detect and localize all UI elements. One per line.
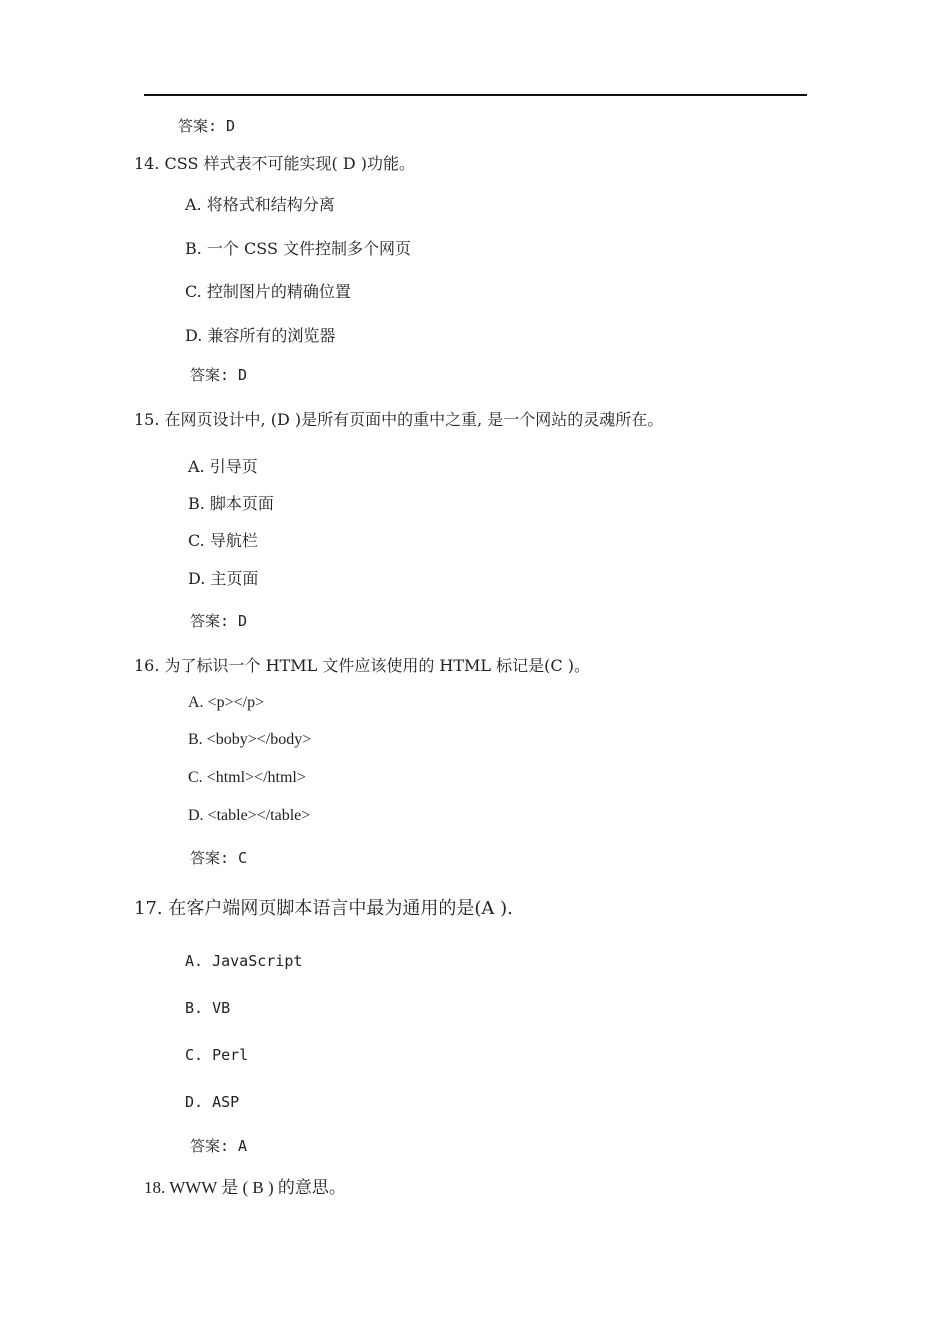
q16-option-a: A. <p></p>: [188, 694, 265, 711]
q14-option-d: D. 兼容所有的浏览器: [185, 326, 336, 345]
q14-option-b: B. 一个 CSS 文件控制多个网页: [185, 239, 411, 258]
q16-question: 16. 为了标识一个 HTML 文件应该使用的 HTML 标记是(C )。: [134, 656, 590, 675]
q16-option-b: B. <boby></body>: [188, 731, 312, 748]
q17-question: 17. 在客户端网页脚本语言中最为通用的是(A ).: [134, 898, 513, 919]
q13-answer: 答案: D: [178, 117, 236, 135]
q15-question: 15. 在网页设计中, (D )是所有页面中的重中之重, 是一个网站的灵魂所在。: [134, 410, 664, 429]
q15-answer: 答案: D: [190, 612, 248, 630]
q14-option-c: C. 控制图片的精确位置: [185, 282, 351, 301]
q16-answer: 答案: C: [190, 849, 248, 867]
q14-answer: 答案: D: [190, 366, 248, 384]
q15-option-b: B. 脚本页面: [188, 494, 274, 513]
q15-option-d: D. 主页面: [188, 569, 259, 588]
q17-option-a: A. JavaScript: [185, 952, 303, 970]
q17-answer: 答案: A: [190, 1137, 248, 1155]
q18-question: 18. WWW 是 ( B ) 的意思。: [144, 1178, 346, 1197]
q17-option-b: B. VB: [185, 999, 231, 1017]
q14-option-a: A. 将格式和结构分离: [185, 195, 335, 214]
q15-option-a: A. 引导页: [188, 457, 258, 476]
header-rule: [144, 94, 807, 96]
q17-option-c: C. Perl: [185, 1046, 249, 1064]
q16-option-c: C. <html></html>: [188, 769, 306, 786]
q14-question: 14. CSS 样式表不可能实现( D )功能。: [134, 154, 415, 173]
q17-option-d: D. ASP: [185, 1093, 240, 1111]
q15-option-c: C. 导航栏: [188, 531, 258, 550]
q16-option-d: D. <table></table>: [188, 807, 311, 824]
